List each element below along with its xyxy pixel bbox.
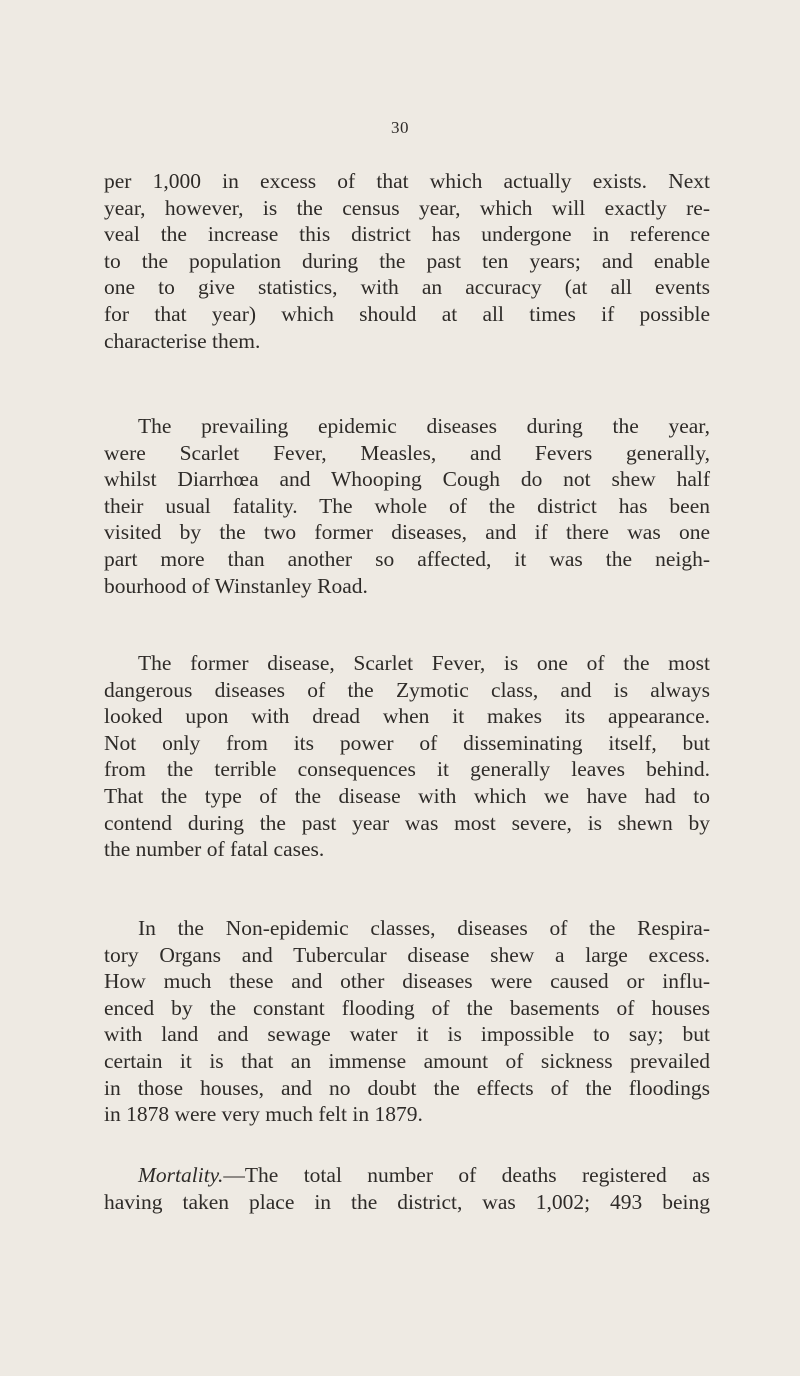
text-line: whilst Diarrhœa and Whooping Cough do not shew half (104, 467, 710, 492)
paragraph-mortality (104, 1162, 710, 1215)
text-line: per 1,000 in excess of that which actually exists. Next (104, 169, 710, 193)
text-line: dangerous diseases of the Zymotic class, and is always (104, 677, 710, 702)
text-line: contend during the past year was most severe, is shewn by (104, 810, 710, 835)
text-line: certain it is that an immense amount of sickness prevailed (104, 1048, 710, 1073)
text-line: from the terrible consequences it generally leaves behind. (104, 757, 710, 782)
text-line-continuation: —The total number of deaths registered as (223, 1163, 710, 1187)
paragraph-non-epidemic (104, 915, 710, 1128)
text-line: their usual fatality. The whole of the district has been (104, 493, 710, 518)
text-line: veal the increase this district has undergone in reference (104, 222, 710, 247)
page-number: 30 (391, 118, 409, 137)
text-line: The prevailing epidemic diseases during the year, (138, 414, 710, 438)
text-line: characterise them. (104, 328, 261, 353)
text-line: one to give statistics, with an accuracy (at all events (104, 275, 710, 300)
text-line: In the Non-epidemic classes, diseases of the Respira- (138, 916, 710, 940)
text-line: having taken place in the district, was 1,002; 493 being (104, 1189, 710, 1214)
text-line: visited by the two former diseases, and if there was one (104, 520, 710, 545)
paragraph-census (104, 168, 710, 354)
section-heading-mortality: Mortality. (138, 1163, 224, 1187)
paragraph-scarlet-fever (104, 650, 710, 863)
text-line: That the type of the disease with which we have had to (104, 783, 710, 808)
text-line: Not only from its power of disseminating itself, but (104, 730, 710, 755)
text-line: the number of fatal cases. (104, 837, 325, 862)
text-line: year, however, is the census year, which will exactly re- (104, 195, 710, 220)
text-line: looked upon with dread when it makes its appearance. (104, 704, 710, 729)
text-line: enced by the constant flooding of the basements of houses (104, 995, 710, 1020)
text-line: The former disease, Scarlet Fever, is one of the most (138, 651, 710, 675)
text-line: to the population during the past ten years; and enable (104, 248, 710, 273)
text-line (104, 1162, 710, 1189)
text-line: in those houses, and no doubt the effects of the floodings (104, 1075, 710, 1100)
paragraph-epidemic-diseases (104, 413, 710, 599)
text-line: bourhood of Winstanley Road. (104, 573, 368, 598)
text-line: for that year) which should at all times if possible (104, 301, 710, 326)
text-line: How much these and other diseases were caused or influ- (104, 969, 710, 994)
text-line: in 1878 were very much felt in 1879. (104, 1102, 423, 1127)
text-line: tory Organs and Tubercular disease shew a large excess. (104, 942, 710, 967)
text-line: part more than another so affected, it was the neigh- (104, 546, 710, 571)
text-line: were Scarlet Fever, Measles, and Fevers generally, (104, 440, 710, 465)
text-line: with land and sewage water it is impossible to say; but (104, 1022, 710, 1047)
